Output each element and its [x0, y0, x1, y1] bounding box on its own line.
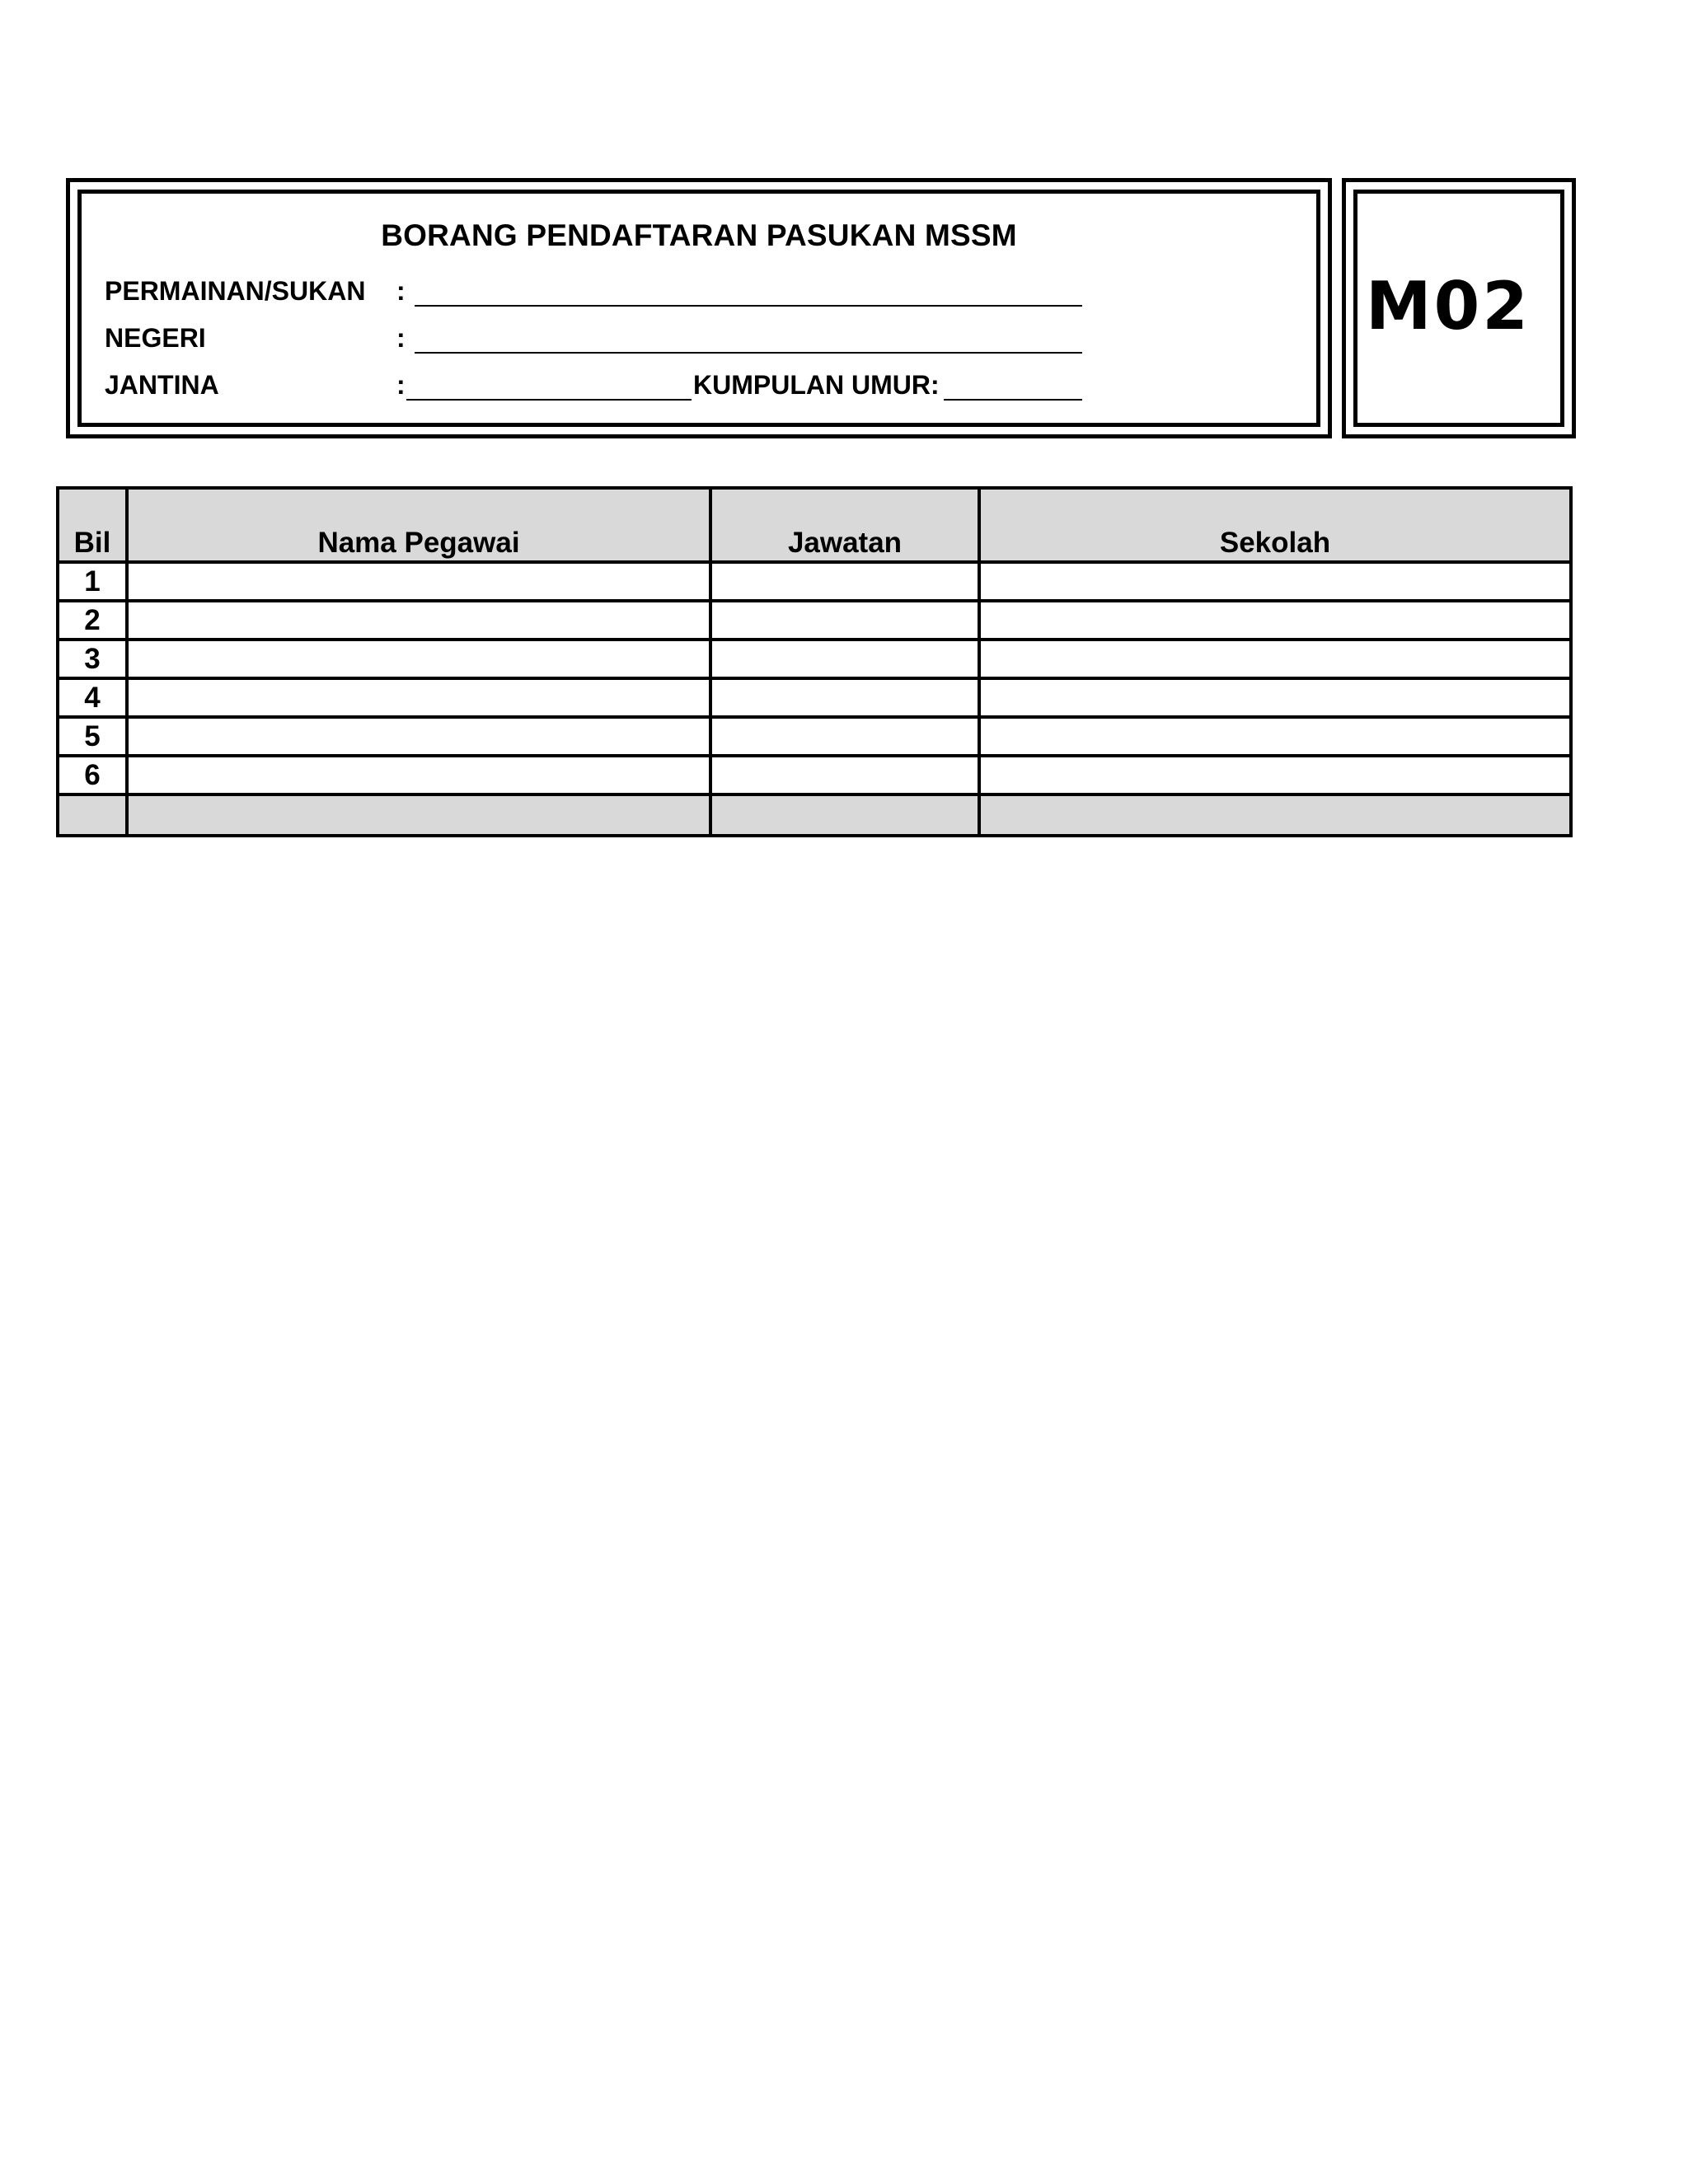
gender-input-line[interactable] — [406, 399, 692, 401]
position-cell[interactable] — [710, 678, 979, 717]
position-cell[interactable] — [710, 756, 979, 794]
sport-label: PERMAINAN/SUKAN — [105, 276, 366, 306]
school-cell[interactable] — [979, 717, 1571, 756]
table-row — [58, 717, 1571, 756]
name-cell[interactable] — [127, 601, 710, 640]
gender-label: JANTINA — [105, 370, 219, 400]
sport-colon: : — [396, 276, 406, 306]
state-colon: : — [396, 323, 406, 353]
table-header-row — [58, 488, 1571, 562]
table-row — [58, 756, 1571, 794]
school-cell[interactable] — [979, 756, 1571, 794]
footer-cell-no — [58, 794, 127, 836]
form-header-box — [66, 178, 1332, 438]
footer-cell-school — [979, 794, 1571, 836]
name-cell[interactable] — [127, 640, 710, 678]
school-cell[interactable] — [979, 601, 1571, 640]
school-cell[interactable] — [979, 562, 1571, 601]
col-header-no: Bil — [58, 488, 127, 562]
table-row — [58, 678, 1571, 717]
form-title: BORANG PENDAFTARAN PASUKAN MSSM — [381, 218, 1017, 252]
table-row — [58, 640, 1571, 678]
table-footer-row — [58, 794, 1571, 836]
row-number: 5 — [58, 717, 127, 756]
row-number: 1 — [58, 562, 127, 601]
row-number: 4 — [58, 678, 127, 717]
position-cell[interactable] — [710, 640, 979, 678]
name-cell[interactable] — [127, 717, 710, 756]
row-number: 6 — [58, 756, 127, 794]
officer-table — [56, 486, 1573, 837]
form-code: M02 — [1366, 268, 1531, 344]
footer-cell-name — [127, 794, 710, 836]
gender-field-row — [82, 368, 1316, 408]
form-header-inner — [77, 190, 1320, 427]
position-cell[interactable] — [710, 601, 979, 640]
name-cell[interactable] — [127, 562, 710, 601]
col-header-name: Nama Pegawai — [127, 488, 710, 562]
name-cell[interactable] — [127, 756, 710, 794]
school-cell[interactable] — [979, 678, 1571, 717]
school-cell[interactable] — [979, 640, 1571, 678]
row-number: 2 — [58, 601, 127, 640]
state-label: NEGERI — [105, 323, 206, 353]
sport-input-line[interactable] — [415, 305, 1082, 307]
gender-colon: : — [396, 370, 406, 400]
footer-cell-position — [710, 794, 979, 836]
table-row — [58, 562, 1571, 601]
sport-field-row — [82, 274, 1316, 314]
position-cell[interactable] — [710, 562, 979, 601]
state-input-line[interactable] — [415, 352, 1082, 354]
table-row — [58, 601, 1571, 640]
col-header-position: Jawatan — [710, 488, 979, 562]
position-cell[interactable] — [710, 717, 979, 756]
form-code-box — [1342, 178, 1576, 438]
row-number: 3 — [58, 640, 127, 678]
age-group-input-line[interactable] — [944, 399, 1082, 401]
state-field-row — [82, 321, 1316, 361]
col-header-school: Sekolah — [979, 488, 1571, 562]
age-group-label: KUMPULAN UMUR: — [693, 370, 940, 400]
form-code-inner — [1353, 190, 1564, 427]
name-cell[interactable] — [127, 678, 710, 717]
